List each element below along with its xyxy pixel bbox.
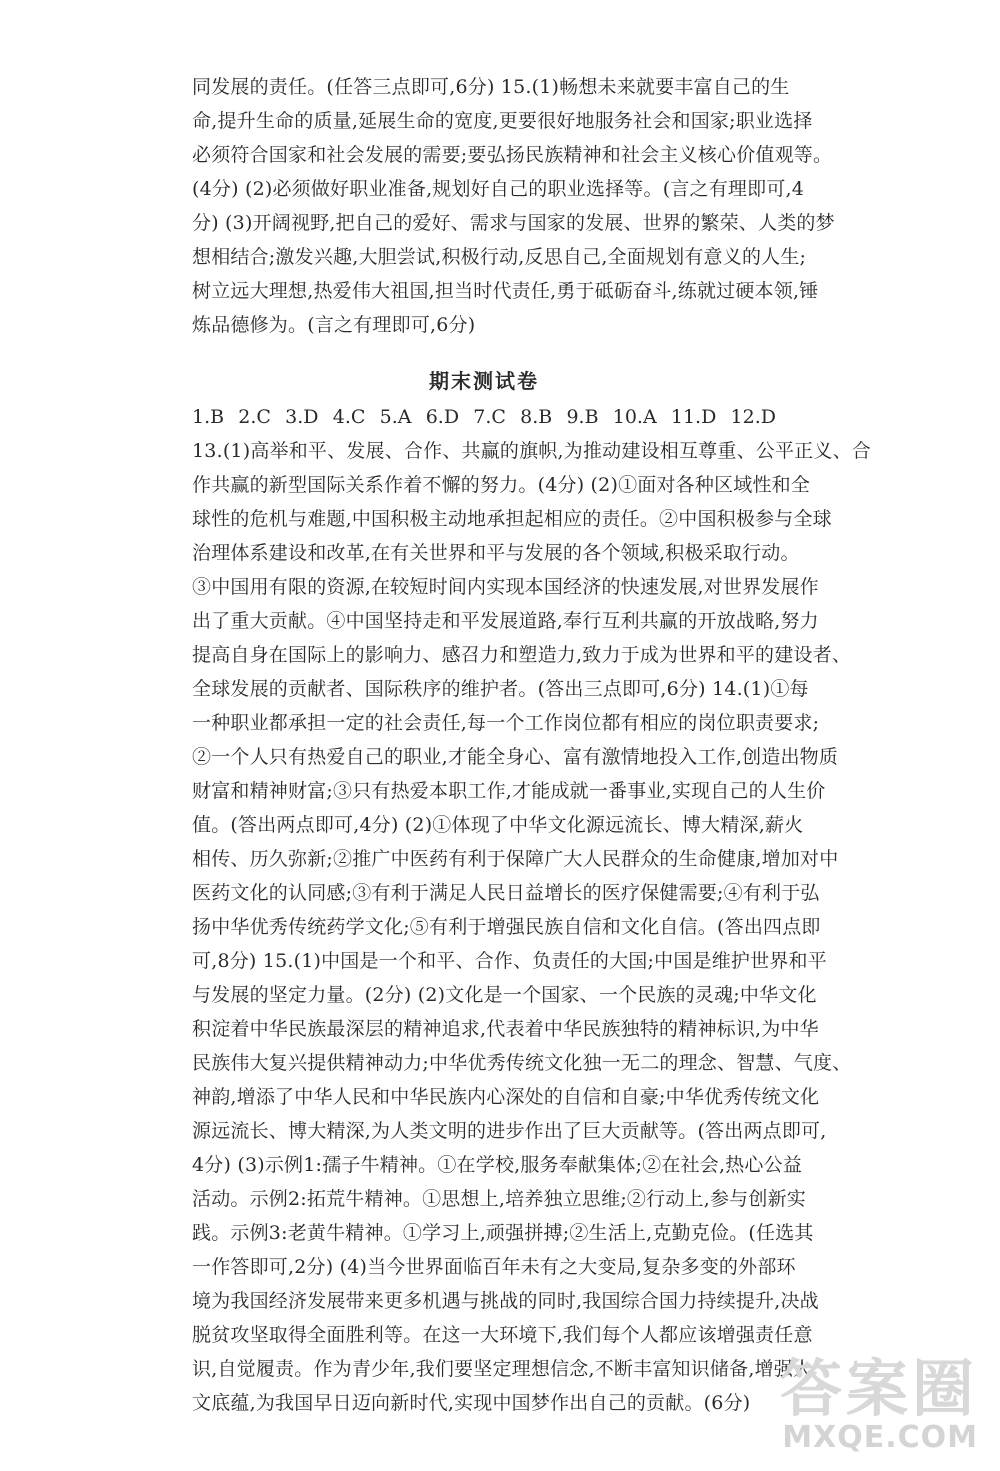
text-line: 可,8分) 15.(1)中国是一个和平、合作、负责任的大国;中国是维护世界和平 (192, 950, 827, 972)
text-line: 境为我国经济发展带来更多机遇与挑战的同时,我国综合国力持续提升,决战 (192, 1290, 819, 1312)
watermark-logo (762, 1333, 992, 1463)
section-previous-answers (192, 70, 835, 342)
choice-answer: 4.C (332, 406, 366, 428)
text-line: 文底蕴,为我国早日迈向新时代,实现中国梦作出自己的贡献。(6分) (192, 1392, 751, 1414)
watermark-text: 答案圈 (779, 1352, 978, 1425)
text-line: 神韵,增添了中华人民和中华民族内心深处的自信和自豪;中华优秀传统文化 (192, 1086, 820, 1108)
text-line: 积淀着中华民族最深层的精神追求,代表着中华民族独特的精神标识,为中华 (192, 1018, 819, 1040)
text-line: 值。(答出两点即可,4分) (2)①体现了中华文化源远流长、博大精深,薪火 (192, 814, 804, 836)
text-line: (4分) (2)必须做好职业准备,规划好自己的职业选择等。(言之有理即可,4 (192, 178, 805, 200)
text-line: 作共赢的新型国际关系作着不懈的努力。(4分) (2)①面对各种区域性和全 (192, 474, 811, 496)
section-final-exam-answers (192, 434, 871, 1420)
choice-answer: 11.D (670, 406, 717, 428)
choice-answer: 5.A (379, 406, 412, 428)
choice-answer: 12.D (730, 406, 776, 428)
choice-answer: 6.D (425, 406, 460, 428)
text-line: 脱贫攻坚取得全面胜利等。在这一大环境下,我们每个人都应该增强责任意 (192, 1324, 813, 1346)
text-line: 源远流长、博大精深,为人类文明的进步作出了巨大贡献等。(答出两点即可, (192, 1120, 827, 1142)
choice-answer: 1.B (192, 406, 225, 428)
exam-title: 期末测试卷 (429, 369, 539, 393)
text-line: 践。示例3:老黄牛精神。①学习上,顽强拼搏;②生活上,克勤克俭。(任选其 (192, 1222, 814, 1244)
choice-answer: 3.D (285, 406, 319, 428)
text-line: 树立远大理想,热爱伟大祖国,担当时代责任,勇于砥砺奋斗,练就过硬本领,锤 (192, 280, 819, 302)
text-line: 球性的危机与难题,中国积极主动地承担起相应的责任。②中国积极参与全球 (192, 508, 832, 530)
choice-answer: 8.B (520, 406, 553, 428)
text-line: 必须符合国家和社会发展的需要;要弘扬民族精神和社会主义核心价值观等。 (192, 144, 833, 166)
text-line: 医药文化的认同感;③有利于满足人民日益增长的医疗保健需要;④有利于弘 (192, 882, 820, 904)
text-line: 活动。示例2:拓荒牛精神。①思想上,培养独立思维;②行动上,参与创新实 (192, 1188, 806, 1210)
text-line: 扬中华优秀传统药学文化;⑤有利于增强民族自信和文化自信。(答出四点即 (192, 916, 821, 938)
text-line: 与发展的坚定力量。(2分) (2)文化是一个国家、一个民族的灵魂;中华文化 (192, 984, 817, 1006)
text-line: 财富和精神财富;③只有热爱本职工作,才能成就一番事业,实现自己的人生价 (192, 780, 826, 802)
text-line: 想相结合;激发兴趣,大胆尝试,积极行动,反思自己,全面规划有意义的人生; (192, 246, 807, 268)
text-line: 全球发展的贡献者、国际秩序的维护者。(答出三点即可,6分) 14.(1)①每 (192, 678, 809, 700)
text-line: 13.(1)高举和平、发展、合作、共赢的旗帜,为推动建设相互尊重、公平正义、合 (192, 440, 871, 462)
text-line: 分) (3)开阔视野,把自己的爱好、需求与国家的发展、世界的繁荣、人类的梦 (192, 212, 835, 234)
text-line: 命,提升生命的质量,延展生命的宽度,更要很好地服务社会和国家;职业选择 (192, 110, 813, 132)
text-line: 出了重大贡献。④中国坚持走和平发展道路,奉行互利共赢的开放战略,努力 (192, 610, 819, 632)
text-line: 同发展的责任。(任答三点即可,6分) 15.(1)畅想未来就要丰富自己的生 (192, 76, 790, 98)
choice-answer: 9.B (566, 406, 599, 428)
text-line: 4分) (3)示例1:孺子牛精神。①在学校,服务奉献集体;②在社会,热心公益 (192, 1154, 803, 1176)
text-line: 识,自觉履责。作为青少年,我们要坚定理想信念,不断丰富知识储备,增强人 (192, 1358, 813, 1380)
choice-answers-row (192, 400, 776, 434)
text-line: ③中国用有限的资源,在较短时间内实现本国经济的快速发展,对世界发展作 (192, 576, 819, 598)
watermark-url: MXQE.COM (782, 1420, 978, 1455)
text-line: 提高自身在国际上的影响力、感召力和塑造力,致力于成为世界和平的建设者、 (192, 644, 852, 666)
text-line: ②一个人只有热爱自己的职业,才能全身心、富有激情地投入工作,创造出物质 (192, 746, 839, 768)
text-line: 一种职业都承担一定的社会责任,每一个工作岗位都有相应的岗位职责要求; (192, 712, 820, 734)
text-line: 炼品德修为。(言之有理即可,6分) (192, 314, 476, 336)
text-line: 一作答即可,2分) (4)当今世界面临百年未有之大变局,复杂多变的外部环 (192, 1256, 796, 1278)
text-line: 相传、历久弥新;②推广中医药有利于保障广大人民群众的生命健康,增加对中 (192, 848, 839, 870)
choice-answer: 2.C (238, 406, 271, 428)
choice-answer: 10.A (612, 406, 657, 428)
text-line: 治理体系建设和改革,在有关世界和平与发展的各个领域,积极采取行动。 (192, 542, 800, 564)
choice-answer: 7.C (473, 406, 506, 428)
text-line: 民族伟大复兴提供精神动力;中华优秀传统文化独一无二的理念、智慧、气度、 (192, 1052, 852, 1074)
